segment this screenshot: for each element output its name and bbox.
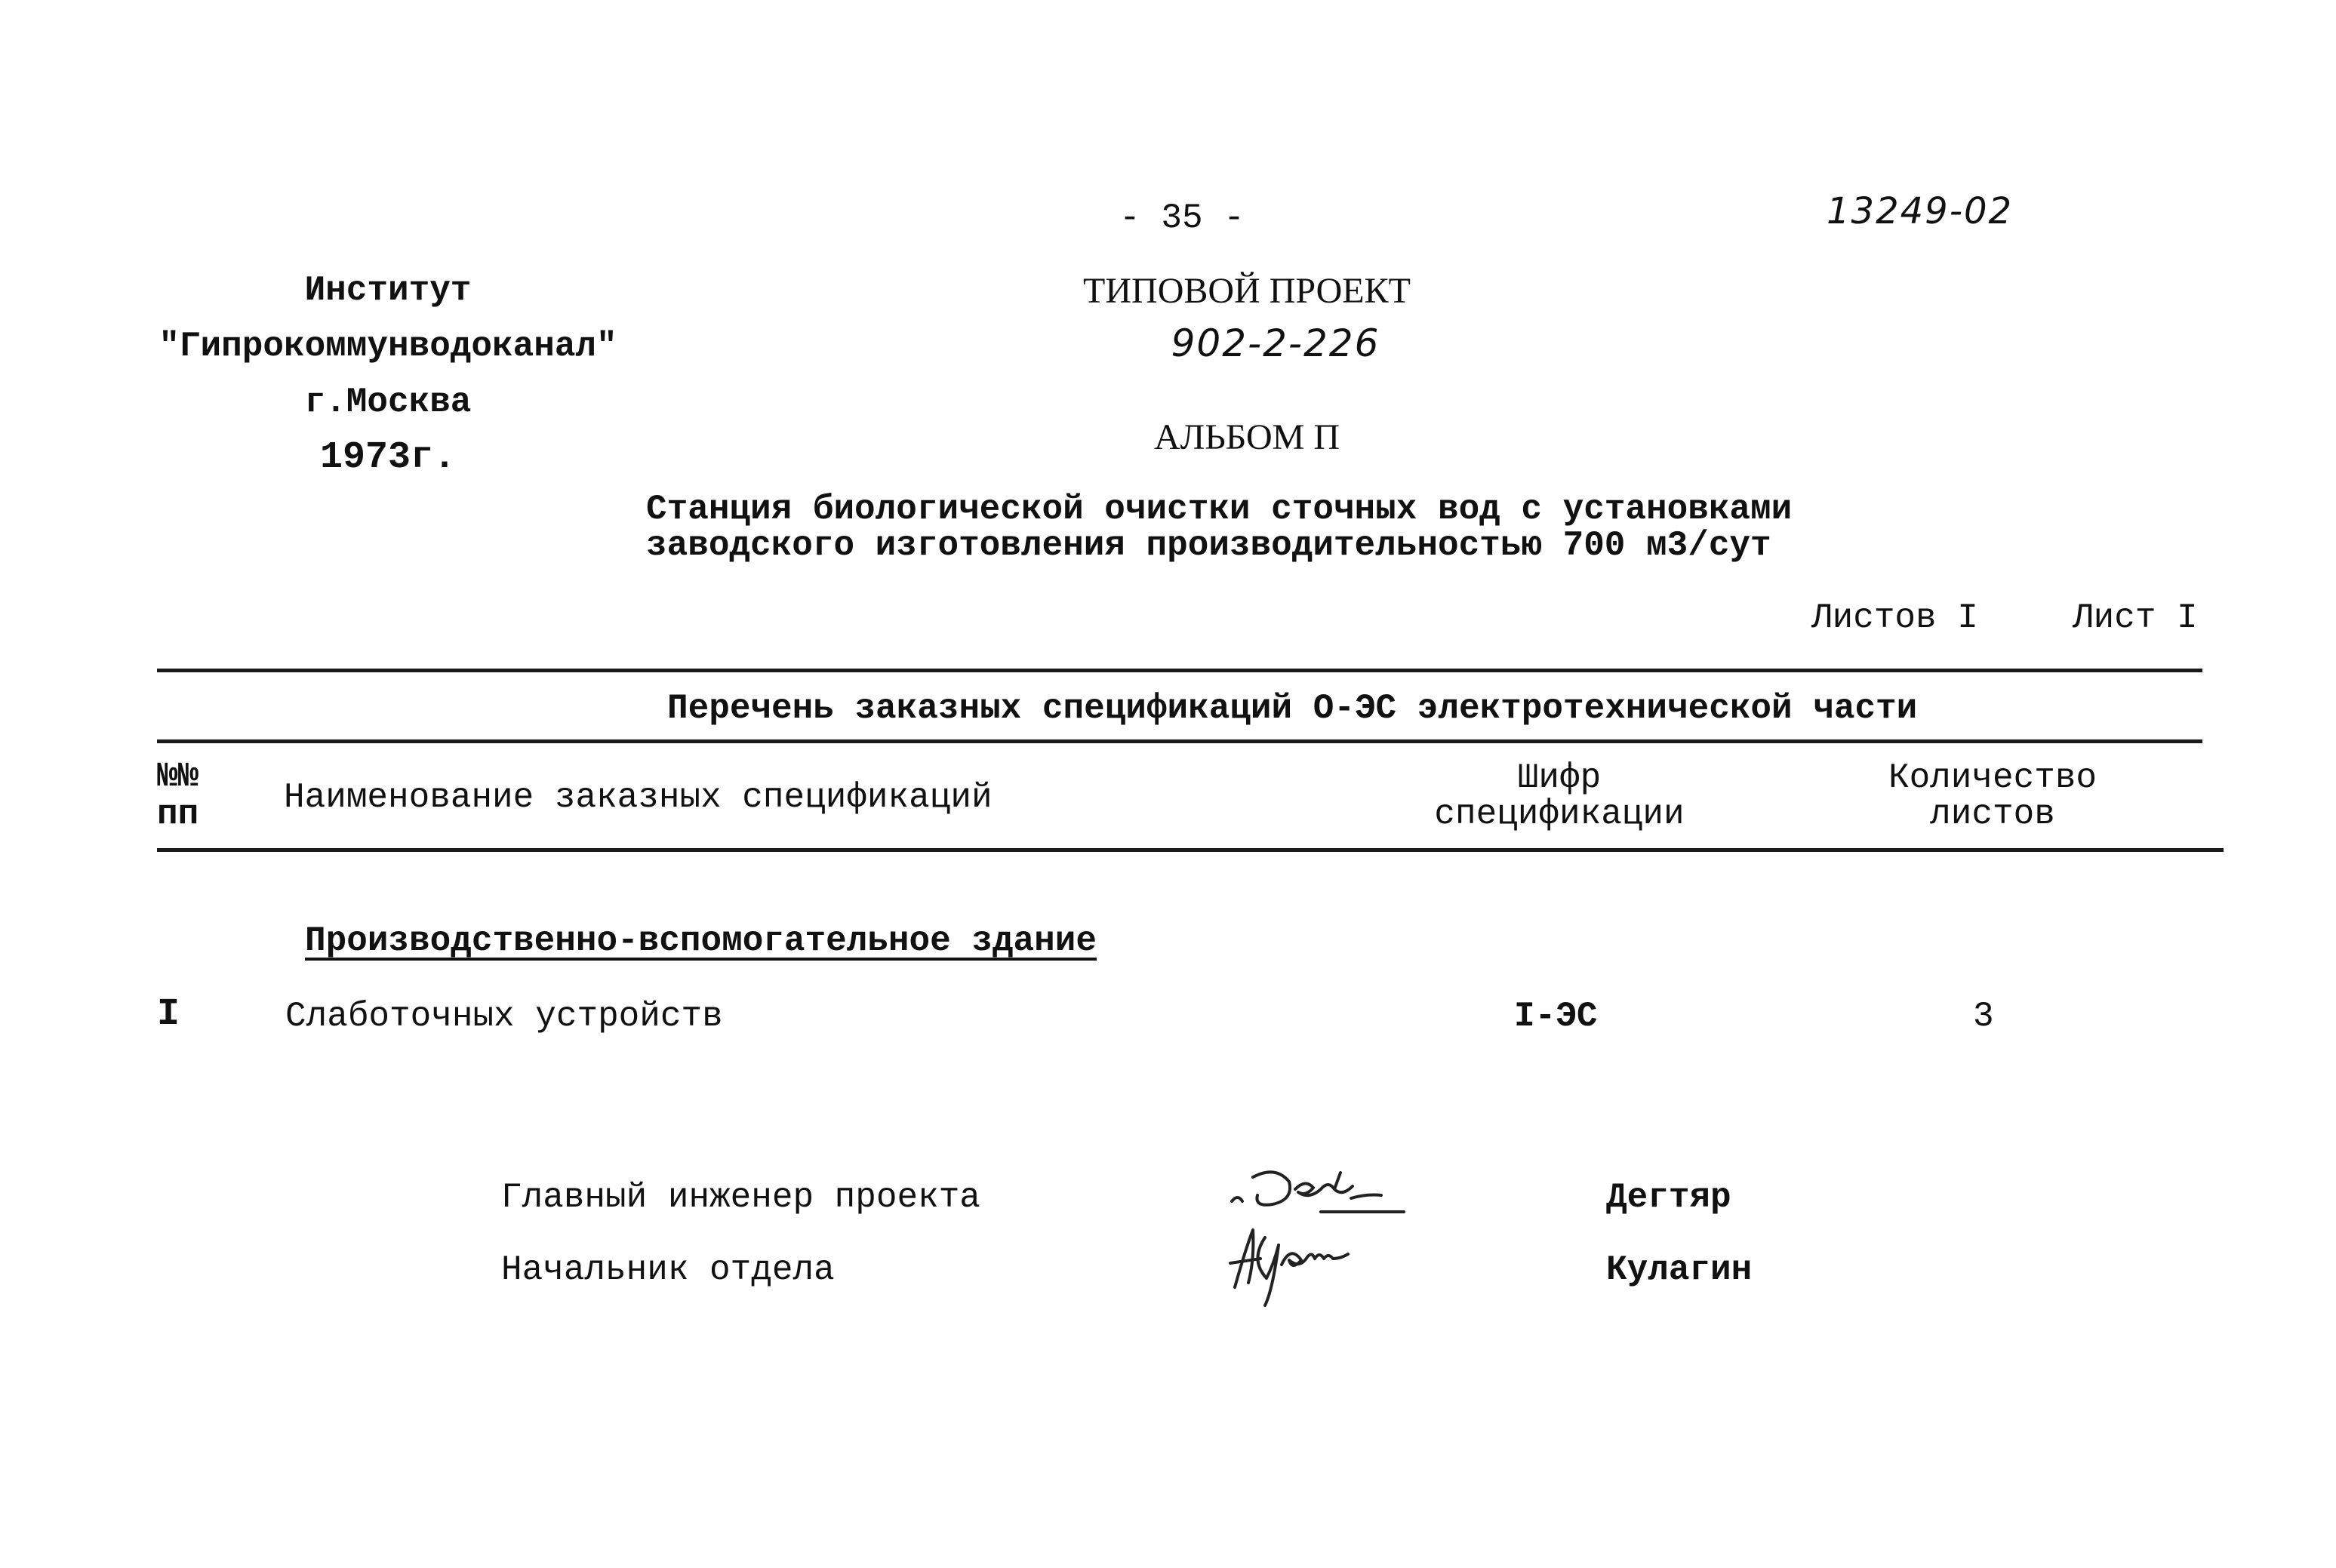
- list-caption: Перечень заказных спецификаций О-ЭС электротехнической части: [667, 689, 1918, 728]
- title-line2: заводского изготовления производительностью 700 м3/сут: [646, 526, 1771, 565]
- row-num: I: [157, 993, 180, 1036]
- title-line1: Станция биологической очистки сточных вод с установками: [646, 490, 1793, 529]
- album-label: АЛЬБОМ П: [1153, 417, 1340, 457]
- col-qty-line1: Количество: [1888, 758, 2097, 798]
- section-heading: Производственно-вспомогательное здание: [305, 921, 1097, 961]
- page-number: - 35 -: [1119, 198, 1245, 238]
- signature-name-chief-engineer: Дегтяр: [1606, 1178, 1731, 1217]
- signature-role-chief-engineer: Главный инженер проекта: [501, 1178, 980, 1217]
- institute-line1: Институт: [304, 271, 472, 310]
- project-number: 902-2-226: [1171, 321, 1380, 365]
- col-code-line1: Шифр: [1517, 758, 1602, 798]
- signature-strokes-chief-engineer: [1232, 1172, 1404, 1212]
- institute-line3: г.Москва: [304, 383, 472, 422]
- institute-year: 1973г.: [319, 436, 457, 479]
- col-name-header: Наименование заказных спецификаций: [284, 778, 993, 817]
- header-top-rule: [157, 739, 2202, 743]
- signature-role-department-head: Начальник отдела: [501, 1250, 835, 1290]
- col-num-line2: пп: [157, 795, 199, 834]
- col-num-line1: №№: [157, 757, 199, 796]
- row-name: Слаботочных устройств: [285, 997, 723, 1036]
- project-label: ТИПОВОЙ ПРОЕКТ: [1083, 271, 1411, 311]
- inventory-number: 13249-02: [1827, 190, 2014, 232]
- header-bottom-rule: [157, 848, 2224, 852]
- signature-mark-department-head: [1223, 1215, 1374, 1313]
- institute-line2: "Гипрокоммунводоканал": [159, 327, 617, 366]
- col-qty-line2: листов: [1930, 795, 2055, 834]
- row-code: I-ЭС: [1514, 997, 1598, 1036]
- top-rule: [157, 669, 2202, 672]
- signature-name-department-head: Кулагин: [1606, 1250, 1753, 1290]
- col-code-line2: спецификации: [1434, 795, 1685, 834]
- signature-strokes-department-head: [1230, 1230, 1348, 1305]
- sheet-current: Лист I: [2073, 598, 2198, 638]
- sheets-total: Листов I: [1811, 598, 1978, 638]
- row-qty: 3: [1973, 997, 1994, 1036]
